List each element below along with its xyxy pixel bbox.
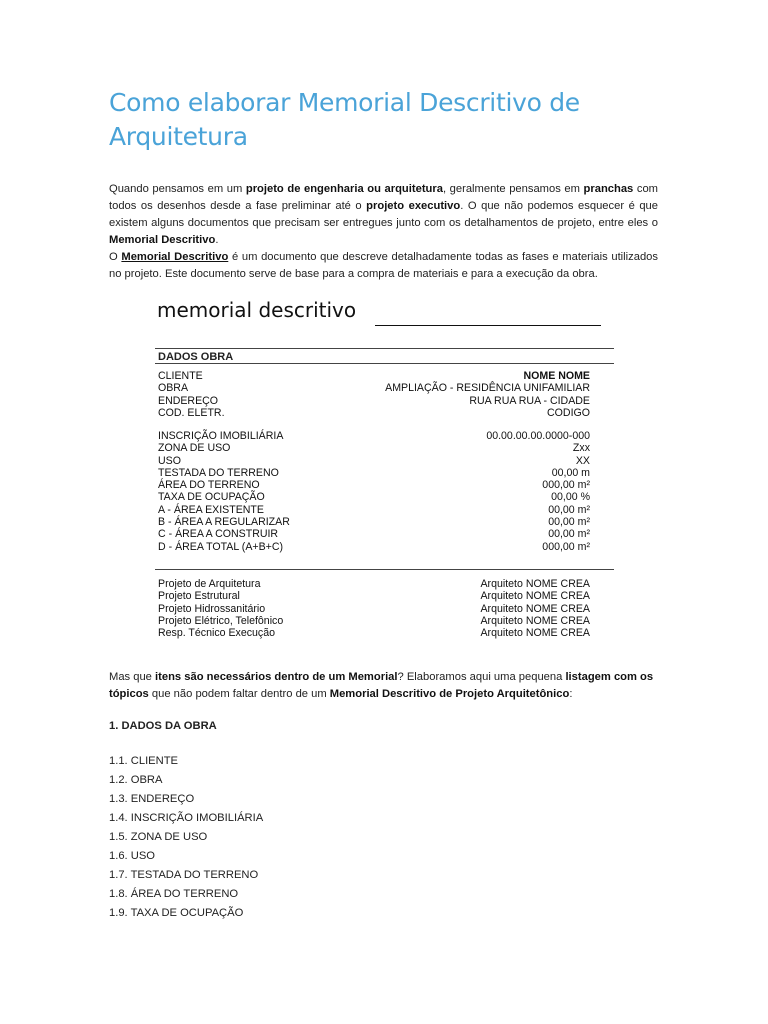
topic-list <box>109 753 263 924</box>
text: . O que não podemos esquecer é que existem alguns documentos que precisam ser entregues junto com os detalhamentos de projeto, entre eles o <box>109 200 658 229</box>
row-label: ZONA DE USO <box>158 442 231 455</box>
row-value: 00,00 m² <box>548 503 590 516</box>
figure-title-underline <box>375 325 601 326</box>
page-title: Como elaborar Memorial Descritivo de Arquitetura <box>109 88 580 151</box>
row-label: INSCRIÇÃO IMOBILIÁRIA <box>158 430 284 442</box>
row-label: CLIENTE <box>158 370 203 382</box>
row-label: COD. ELETR. <box>158 406 225 419</box>
list-intro-paragraph <box>109 669 658 703</box>
row-label: ENDEREÇO <box>158 394 219 407</box>
row-label: TESTADA DO TERRENO <box>158 466 279 479</box>
row-label: Projeto Hidrossanitário <box>158 602 266 615</box>
figure-row <box>158 541 590 553</box>
row-label: OBRA <box>158 382 189 395</box>
figure-group-responsibles <box>158 578 590 639</box>
bold-text: projeto executivo <box>366 200 461 212</box>
figure-group-client <box>158 370 590 419</box>
list-item: 1.8. ÁREA DO TERRENO <box>109 888 239 900</box>
figure-row <box>158 370 590 382</box>
row-label: Projeto de Arquitetura <box>158 578 261 590</box>
figure-row <box>158 455 590 467</box>
text: ? Elaboramos aqui uma pequena <box>397 671 566 683</box>
list-item: 1.3. ENDEREÇO <box>109 793 195 805</box>
row-value: Arquiteto NOME CREA <box>480 590 590 603</box>
row-value: CODIGO <box>547 406 590 419</box>
figure-row <box>158 407 590 419</box>
figure-row <box>158 627 590 639</box>
row-label: Resp. Técnico Execução <box>158 627 275 640</box>
row-value: Arquiteto NOME CREA <box>480 614 590 627</box>
row-value: 00.00.00.00.0000-000 <box>486 430 590 442</box>
figure-row <box>158 516 590 528</box>
row-label: C - ÁREA A CONSTRUIR <box>158 528 279 541</box>
figure-row <box>158 578 590 590</box>
figure-row <box>158 504 590 516</box>
figure-title: memorial descritivo <box>157 298 357 322</box>
list-item: 1.4. INSCRIÇÃO IMOBILIÁRIA <box>109 812 264 824</box>
figure-row <box>158 491 590 503</box>
row-label: A - ÁREA EXISTENTE <box>158 503 264 516</box>
row-label: ÁREA DO TERRENO <box>158 479 260 492</box>
text: : <box>569 688 573 700</box>
figure-row <box>158 479 590 491</box>
text: O <box>109 251 122 263</box>
text: com todos os desenhos desde a fase preliminar até o <box>109 183 659 212</box>
row-label: TAXA DE OCUPAÇÃO <box>158 491 265 504</box>
memorial-descritivo-link[interactable]: Memorial Descritivo <box>121 251 229 263</box>
list-item: 1.7. TESTADA DO TERRENO <box>109 869 259 881</box>
text: , geralmente pensamos em <box>442 183 584 195</box>
bold-text: itens são necessários dentro de um Memorial <box>155 671 398 683</box>
bold-text: listagem com os tópicos <box>109 671 654 700</box>
figure-row <box>158 615 590 627</box>
row-label: Projeto Elétrico, Telefônico <box>158 614 284 627</box>
list-item: 1.6. USO <box>109 850 156 862</box>
row-value: 00,00 % <box>551 491 590 504</box>
figure-row <box>158 590 590 602</box>
row-value: 000,00 m² <box>542 479 590 492</box>
row-value: NOME NOME <box>523 370 590 382</box>
row-value: Arquiteto NOME CREA <box>480 627 590 640</box>
bold-text: Memorial Descritivo <box>109 234 216 246</box>
row-label: USO <box>158 454 181 467</box>
list-item: 1.5. ZONA DE USO <box>109 831 208 843</box>
list-item: 1.2. OBRA <box>109 774 163 786</box>
intro-paragraph-1 <box>109 181 658 249</box>
figure-row <box>158 430 590 442</box>
figure-divider <box>155 569 614 570</box>
row-value: AMPLIAÇÃO - RESIDÊNCIA UNIFAMILIAR <box>385 382 590 395</box>
intro-paragraph-2 <box>109 249 658 283</box>
figure-row <box>158 395 590 407</box>
row-value: Zxx <box>572 442 590 455</box>
row-value: RUA RUA RUA - CIDADE <box>469 394 590 407</box>
text: Quando pensamos em um <box>109 183 246 195</box>
row-value: Arquiteto NOME CREA <box>480 602 590 615</box>
row-value: 000,00 m² <box>542 540 590 553</box>
figure-row <box>158 382 590 394</box>
row-value: Arquiteto NOME CREA <box>480 578 590 590</box>
bold-text: pranchas <box>583 183 634 195</box>
text: é um documento que descreve detalhadamente todas as fases e materiais utilizados no projeto. Este documento serve de base para a compra de materiais e para a execução da obra. <box>109 251 658 280</box>
memorial-figure <box>155 298 615 648</box>
list-heading: 1. DADOS DA OBRA <box>109 720 217 732</box>
figure-row <box>158 603 590 615</box>
figure-section-heading: DADOS OBRA <box>155 348 614 364</box>
list-item: 1.9. TAXA DE OCUPAÇÃO <box>109 907 244 919</box>
bold-text: Memorial Descritivo de Projeto Arquitetônico <box>329 688 570 700</box>
figure-row <box>158 467 590 479</box>
row-value: XX <box>575 454 590 467</box>
bold-text: projeto de engenharia ou arquitetura <box>245 183 443 195</box>
row-value: 00,00 m² <box>548 516 590 529</box>
row-label: D - ÁREA TOTAL (A+B+C) <box>158 540 284 553</box>
row-label: Projeto Estrutural <box>158 590 240 603</box>
text: que não podem faltar dentro de um <box>148 688 330 700</box>
text: . <box>215 234 219 246</box>
text: Mas que <box>109 671 156 683</box>
figure-group-lot <box>158 430 590 553</box>
figure-row <box>158 528 590 540</box>
figure-row <box>158 442 590 454</box>
row-label: B - ÁREA A REGULARIZAR <box>158 516 290 529</box>
row-value: 00,00 m² <box>548 528 590 541</box>
row-value: 00,00 m <box>551 466 590 479</box>
list-item: 1.1. CLIENTE <box>109 755 179 767</box>
